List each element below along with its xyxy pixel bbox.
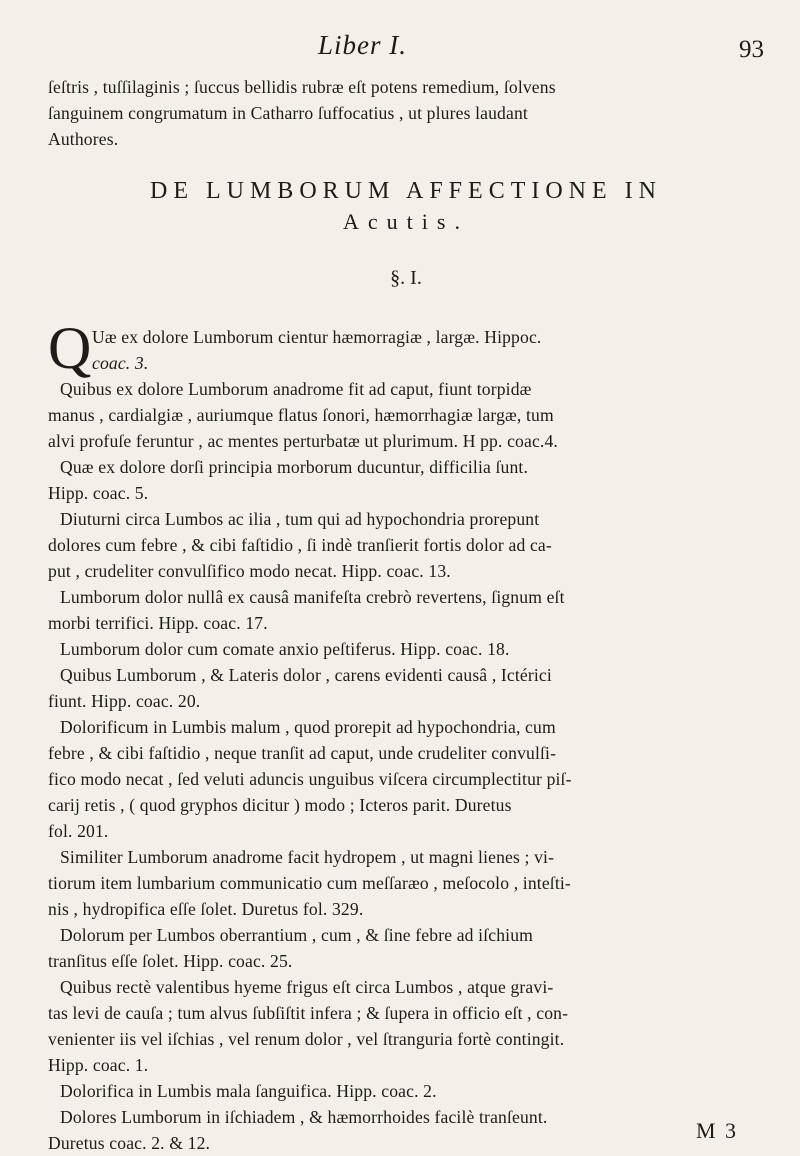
body-line: Dolores Lumborum in iſchiadem , & hæmorrhoides facilè tranſeunt. (60, 1107, 548, 1127)
drop-cap: Q (48, 315, 92, 381)
body-line: Hipp. coac. 1. (48, 1055, 149, 1075)
body-line: tranſitus eſſe ſolet. Hipp. coac. 25. (48, 951, 293, 971)
body-line: coac. 3. (92, 353, 149, 373)
intro-line: Authores. (48, 129, 119, 149)
body-line: fol. 201. (48, 821, 109, 841)
running-head: Liber I. (318, 30, 407, 60)
body-line: manus , cardialgiæ , auriumque flatus ſonori, hæmorrhagiæ largæ, tum (48, 405, 554, 425)
page-number: 93 (739, 36, 764, 63)
body-line: tiorum item lumbarium communicatio cum meſſaræo , meſocolo , inteſti- (48, 873, 571, 893)
body-line: dolores cum febre , & cibi faſtidio , ſi indè tranſierit fortis dolor ad ca- (48, 535, 552, 555)
body-line: Quibus Lumborum , & Lateris dolor , carens evidenti causâ , Ictérici (60, 665, 552, 685)
body-line: Lumborum dolor cum comate anxio peſtiferus. Hipp. coac. 18. (60, 639, 510, 659)
body-line: carij retis , ( quod gryphos dicitur ) modo ; Icteros parit. Duretus (48, 795, 512, 815)
body-line: Uæ ex dolore Lumborum cientur hæmorragiæ , largæ. Hippoc. (92, 327, 542, 347)
section-heading: §. I. (390, 267, 422, 289)
body-text (48, 376, 764, 1156)
body-line: Dolorifica in Lumbis mala ſanguifica. Hipp. coac. 2. (60, 1081, 437, 1101)
page (48, 30, 764, 1156)
body-line: Quibus rectè valentibus hyeme frigus eſt circa Lumbos , atque gravi- (60, 977, 554, 997)
body-line: venienter iis vel iſchias , vel renum dolor , vel ſtranguria fortè contingit. (48, 1029, 565, 1049)
body-line: Dolorum per Lumbos oberrantium , cum , & ſine febre ad iſchium (60, 925, 533, 945)
chapter-title: DE LUMBORUM AFFECTIONE IN (149, 178, 662, 204)
first-paragraph (48, 315, 764, 381)
body-line: febre , & cibi faſtidio , neque tranſit ad caput, unde crudeliter convulſi- (48, 743, 557, 763)
body-line: morbi terrifici. Hipp. coac. 17. (48, 613, 268, 633)
body-line: Dolorificum in Lumbis malum , quod prorepit ad hypochondria, cum (60, 717, 556, 737)
intro-line: ſeſtris , tuſſilaginis ; ſuccus bellidis rubræ eſt potens remedium, ſolvens (48, 77, 556, 97)
page-header (48, 30, 764, 74)
body-line: Quibus ex dolore Lumborum anadrome fit ad caput, fiunt torpidæ (60, 379, 532, 399)
intro-paragraph (48, 74, 764, 152)
body-line: Duretus coac. 2. & 12. (48, 1133, 211, 1153)
body-line: fiunt. Hipp. coac. 20. (48, 691, 201, 711)
body-line: Diuturni circa Lumbos ac ilia , tum qui ad hypochondria prorepunt (60, 509, 540, 529)
signature-mark: M 3 (696, 1118, 739, 1143)
chapter-subtitle: Acutis. (343, 209, 469, 234)
body-line: put , crudeliter convulſifico modo necat. Hipp. coac. 13. (48, 561, 451, 581)
body-line: Lumborum dolor nullâ ex causâ manifeſta crebrò revertens, ſignum eſt (60, 587, 565, 607)
body-line: nis , hydropifica eſſe ſolet. Duretus fol. 329. (48, 899, 364, 919)
body-line: Hipp. coac. 5. (48, 483, 149, 503)
body-line: Similiter Lumborum anadrome facit hydropem , ut magni lienes ; vi- (60, 847, 555, 867)
body-line: fico modo necat , ſed veluti aduncis unguibus viſcera circumplectitur piſ- (48, 769, 572, 789)
body-line: alvi profuſe feruntur , ac mentes perturbatæ ut plurimum. H pp. coac.4. (48, 431, 558, 451)
body-line: tas levi de cauſa ; tum alvus ſubſiſtit infera ; & ſupera in officio eſt , con- (48, 1003, 569, 1023)
intro-line: ſanguinem congrumatum in Catharro ſuffocatius , ut plures laudant (48, 103, 528, 123)
body-line: Quæ ex dolore dorſi principia morborum ducuntur, difficilia ſunt. (60, 457, 529, 477)
